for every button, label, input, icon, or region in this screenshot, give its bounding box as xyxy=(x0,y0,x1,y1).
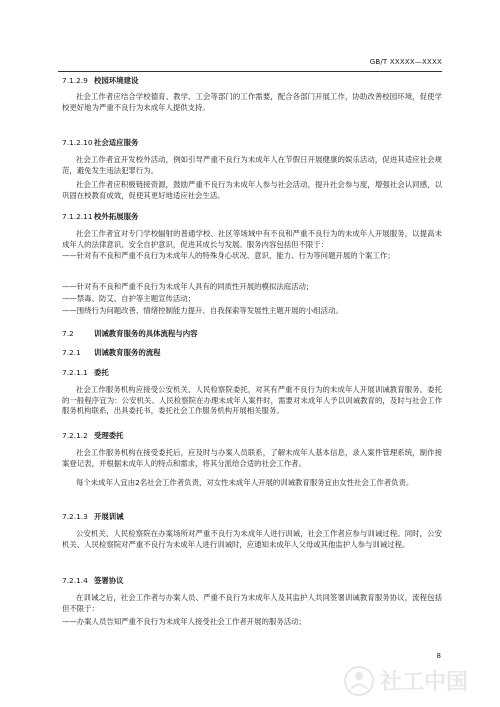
paragraph: 在训诫之后，社会工作者与办案人员、严重不良行为未成年人及其监护人共同签署训诫教育服务协议，流程包括但不限于： xyxy=(62,593,442,613)
section-heading: 7.2.1.3 开展训诫 xyxy=(62,512,124,521)
list-item: ——禁毒、防艾、自护等主题宣传活动； xyxy=(62,294,196,303)
section-heading: 7.1.2.11校外拓展服务 xyxy=(62,212,139,221)
list-item: ——围绕行为问题改善、情绪控制能力提升、自我探索等发展性主题开展的小组活动。 xyxy=(62,306,343,315)
section-heading: 7.1.2.10社会适应服务 xyxy=(62,138,139,147)
section-heading: 7.2.1 训诫教育服务的流程 xyxy=(62,348,161,357)
paragraph: 社会工作者宜对专门学校辐射的普通学校、社区等场域中有不良和严重不良行为的未成年人开展服务，以提高未成年人的法律意识、安全自护意识，促进其成长与发展。服务内容包括但不限于： xyxy=(62,229,442,249)
section-heading: 7.2.1.2 受理委托 xyxy=(62,431,124,440)
doc-code-header: GB/T XXXXX—XXXX xyxy=(369,58,442,66)
section-heading: 7.1.2.9 校园环境建设 xyxy=(62,76,139,85)
header-rule xyxy=(58,71,442,72)
section-heading: 7.2 训诫教育服务的具体流程与内容 xyxy=(62,329,198,338)
paragraph: 社会工作者宜开发校外活动，例如引导严重不良行为未成年人在节假日开展健康的娱乐活动，促进其适应社会规范，避免发生违法犯罪行为。 xyxy=(62,155,442,175)
paragraph: 社会工作服务机构应接受公安机关、人民检察院委托，对其有严重不良行为的未成年人开展训诫教育服务。委托的一般程序宜为：公安机关、人民检察院在办理未成年人案件时，需要对未成年人予以训诫教育的，及时与社会工作服务机构联系，出具委托书，委托社会工作服务机构开展相关服务。 xyxy=(62,385,442,415)
paragraph: 公安机关、人民检察院在办案场所对严重不良行为未成年人进行训诫，社会工作者应参与训诫过程。同时，公安机关、人民检察院对严重不良行为未成年人进行训诫时，应通知未成年人父母或其他监护人参与训诫过程。 xyxy=(62,529,442,549)
paragraph: 社会工作者应积极链接资源，鼓励严重不良行为未成年人参与社会活动，提升社会参与度，增强社会认同感，以巩固在校教育成效，促使其更好地适应社会生活。 xyxy=(62,180,442,200)
list-item: ——针对有不良和严重不良行为未成年人具有的同质性开展的模拟法庭活动； xyxy=(62,282,314,291)
section-heading: 7.2.1.4 签署协议 xyxy=(62,576,124,585)
paragraph: 社会工作服务机构在接受委托后，应及时与办案人员联系，了解未成年人基本信息，录入案件管理系统，制作接案登记表，并根据未成年人的特点和需求，将其分派给合适的社会工作者。 xyxy=(62,448,442,468)
list-item: ——针对有不良和严重不良行为未成年人的特殊身心状况、意识、能力、行为等问题开展的个案工作； xyxy=(62,251,395,260)
watermark-text: 社工中国 xyxy=(380,670,469,695)
paragraph: 每个未成年人宜由2名社会工作者负责，对女性未成年人开展的训诫教育服务宜由女性社会工作者负责。 xyxy=(76,478,414,487)
list-item: ——办案人员告知严重不良行为未成年人接受社会工作者开展的服务活动； xyxy=(62,617,306,626)
paragraph: 社会工作者应结合学校德育、教学、工会等部门的工作需要，配合各部门开展工作，协助改善校园环境，促使学校更好地为严重不良行为未成年人提供支持。 xyxy=(62,92,442,112)
page-number: 8 xyxy=(436,652,441,660)
section-heading: 7.2.1.1 委托 xyxy=(62,368,109,377)
watermark-logo xyxy=(342,664,482,698)
